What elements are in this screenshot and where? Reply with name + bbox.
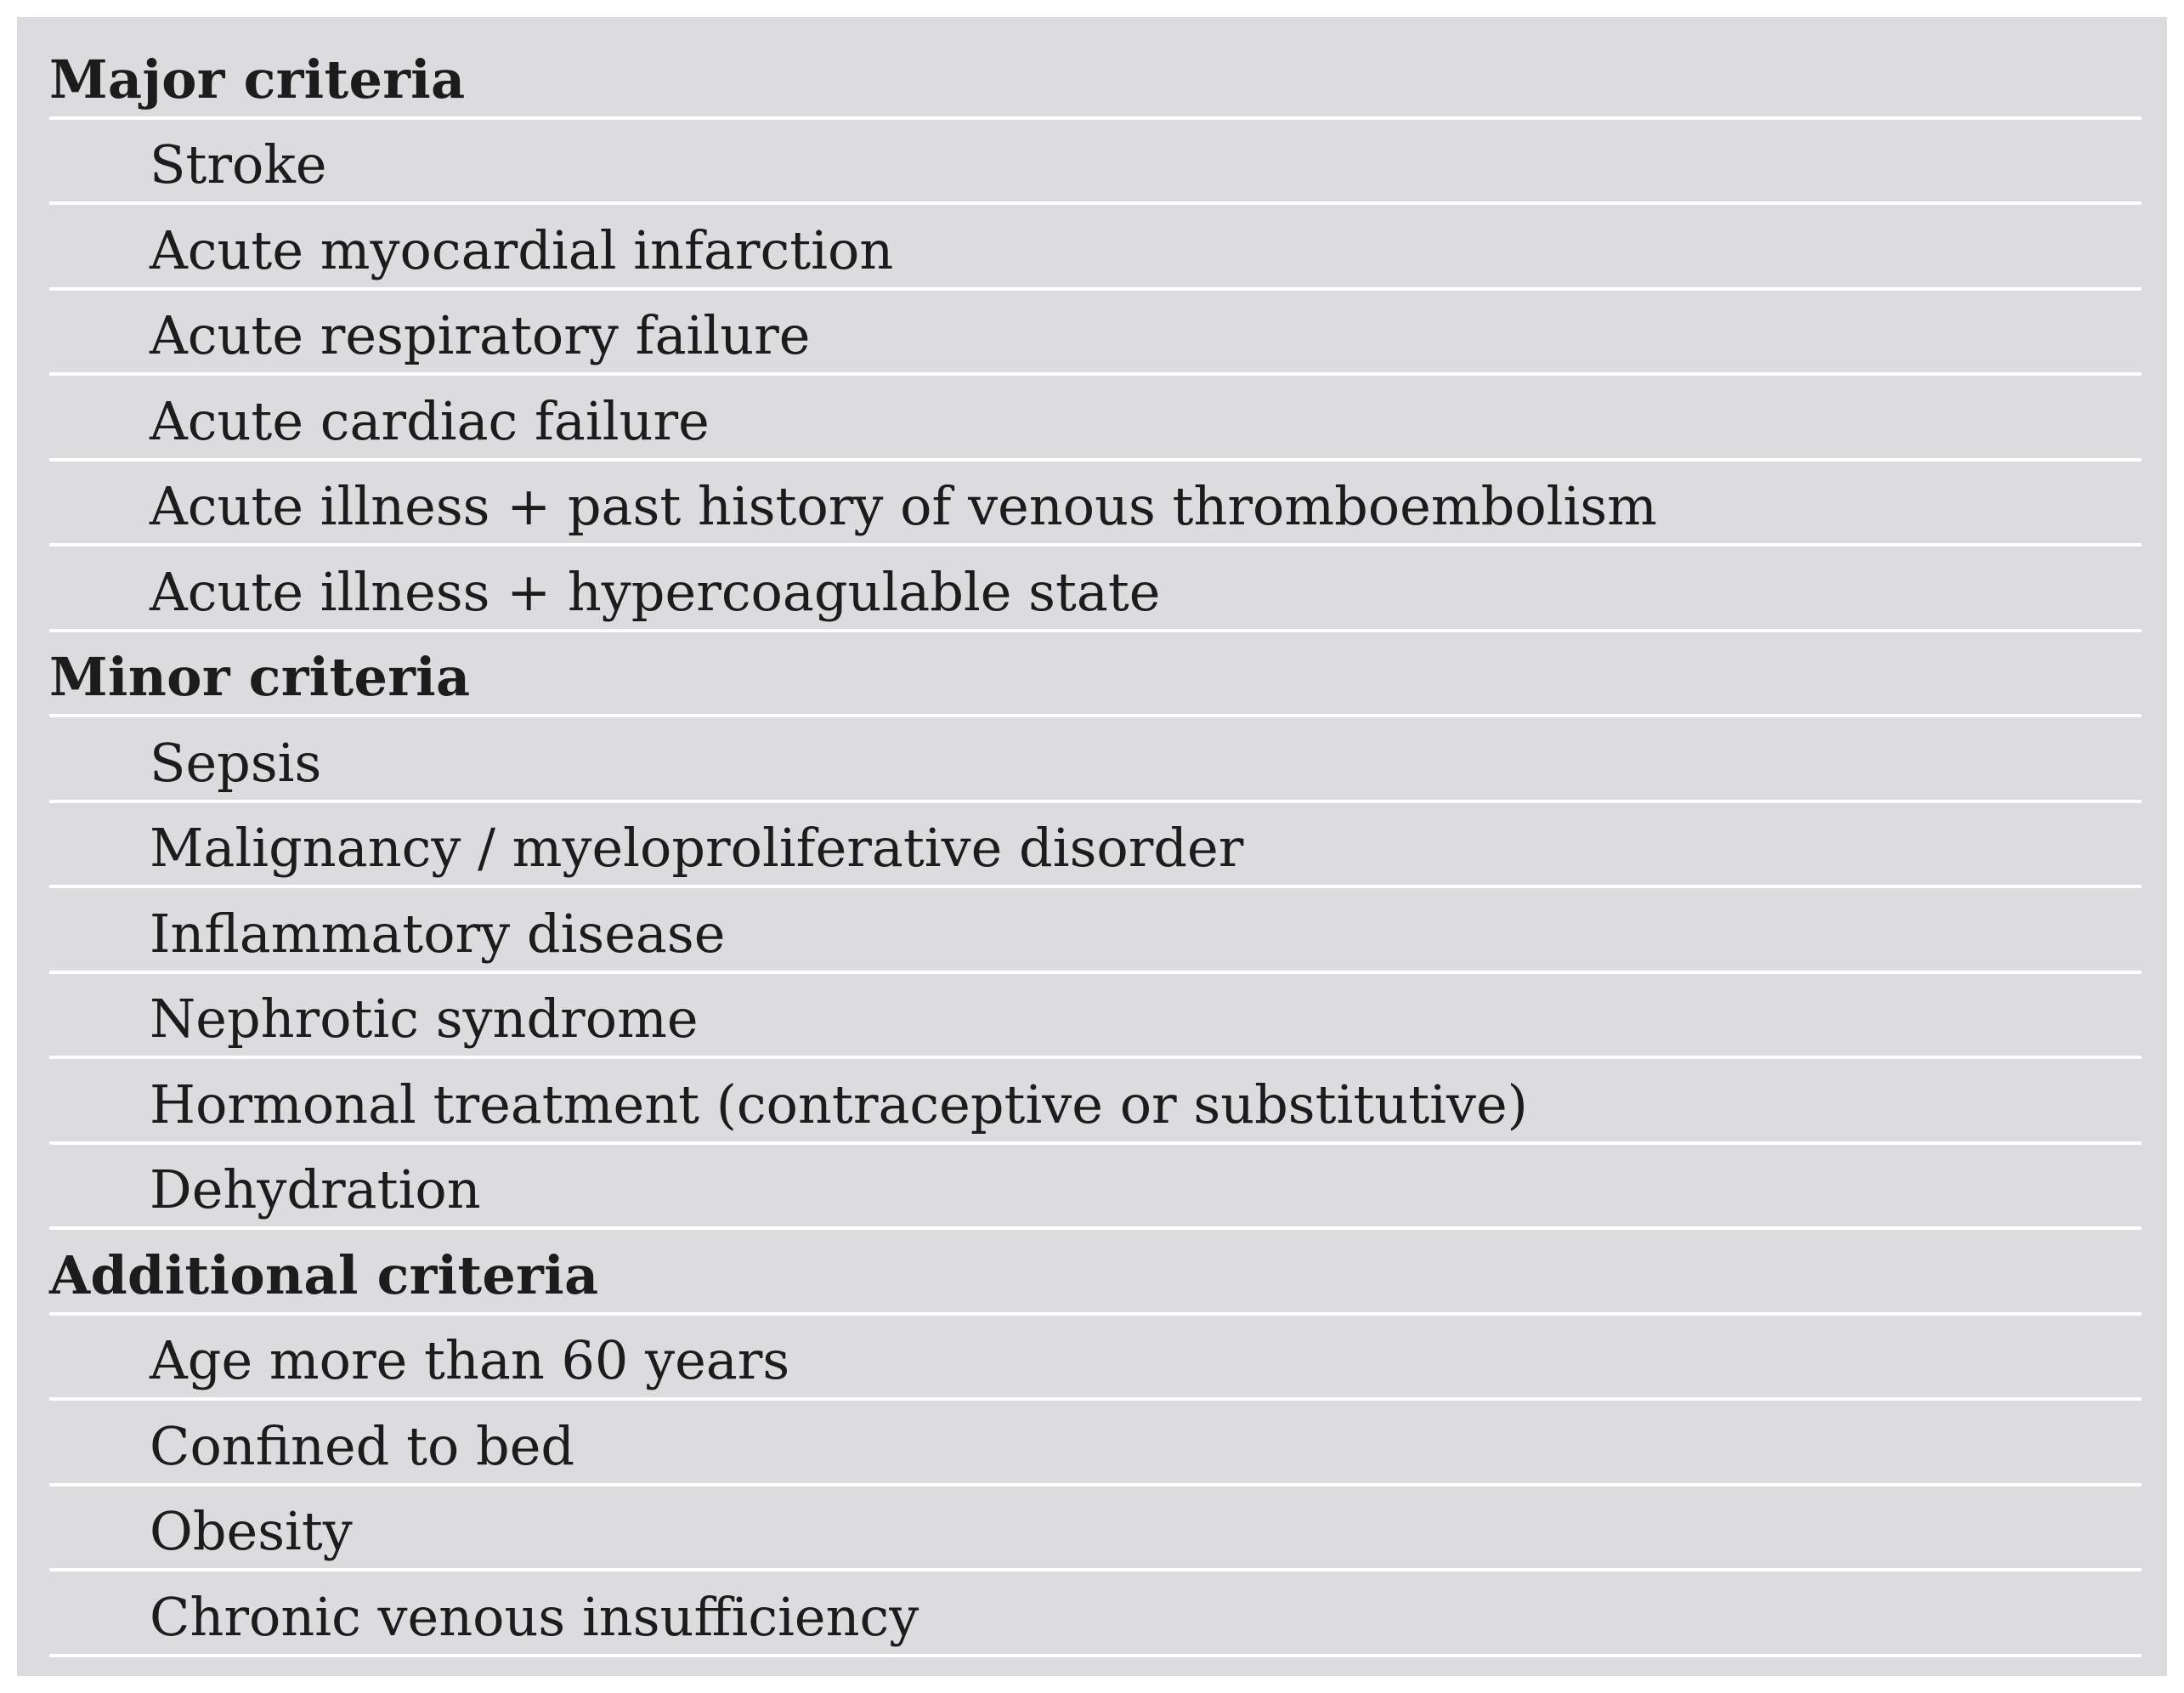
criteria-label: Confined to bed [150, 1414, 575, 1477]
criteria-row [49, 205, 2142, 291]
criteria-label: Acute cardiac failure [150, 389, 710, 452]
criteria-label: Acute illness + past history of venous thromboembolism [150, 475, 1657, 537]
criteria-table [49, 34, 2142, 1657]
section-heading-label: Minor criteria [49, 646, 471, 708]
criteria-label: Dehydration [150, 1158, 481, 1220]
criteria-label: Inflammatory disease [150, 902, 726, 965]
criteria-table-panel [17, 17, 2167, 1676]
criteria-row [49, 120, 2142, 206]
criteria-row [49, 1059, 2142, 1145]
section-heading-label: Additional criteria [49, 1243, 599, 1306]
criteria-label: Nephrotic syndrome [150, 988, 699, 1050]
criteria-label: Malignancy / myeloproliferative disorder [150, 817, 1244, 879]
criteria-row [49, 1486, 2142, 1572]
criteria-row [49, 291, 2142, 377]
criteria-label: Stroke [150, 133, 327, 195]
criteria-label: Age more than 60 years [150, 1329, 790, 1391]
criteria-row [49, 1571, 2142, 1657]
criteria-row [49, 1316, 2142, 1401]
criteria-label: Sepsis [150, 731, 322, 794]
section-heading-additional [49, 1230, 2142, 1316]
criteria-row [49, 888, 2142, 974]
criteria-row [49, 546, 2142, 632]
section-heading-minor [49, 632, 2142, 718]
criteria-label: Hormonal treatment (contraceptive or substitutive) [150, 1073, 1528, 1135]
criteria-row [49, 1145, 2142, 1231]
section-heading-label: Major criteria [49, 48, 466, 110]
criteria-label: Obesity [150, 1500, 353, 1562]
criteria-row [49, 376, 2142, 461]
section-heading-major [49, 34, 2142, 120]
criteria-row [49, 803, 2142, 889]
criteria-row [49, 461, 2142, 547]
criteria-label: Acute myocardial infarction [150, 218, 894, 281]
criteria-label: Acute illness + hypercoagulable state [150, 560, 1161, 623]
criteria-label: Acute respiratory failure [150, 304, 811, 366]
criteria-row [49, 1401, 2142, 1486]
criteria-row [49, 717, 2142, 803]
criteria-row [49, 974, 2142, 1060]
criteria-label: Chronic venous insufficiency [150, 1585, 919, 1648]
